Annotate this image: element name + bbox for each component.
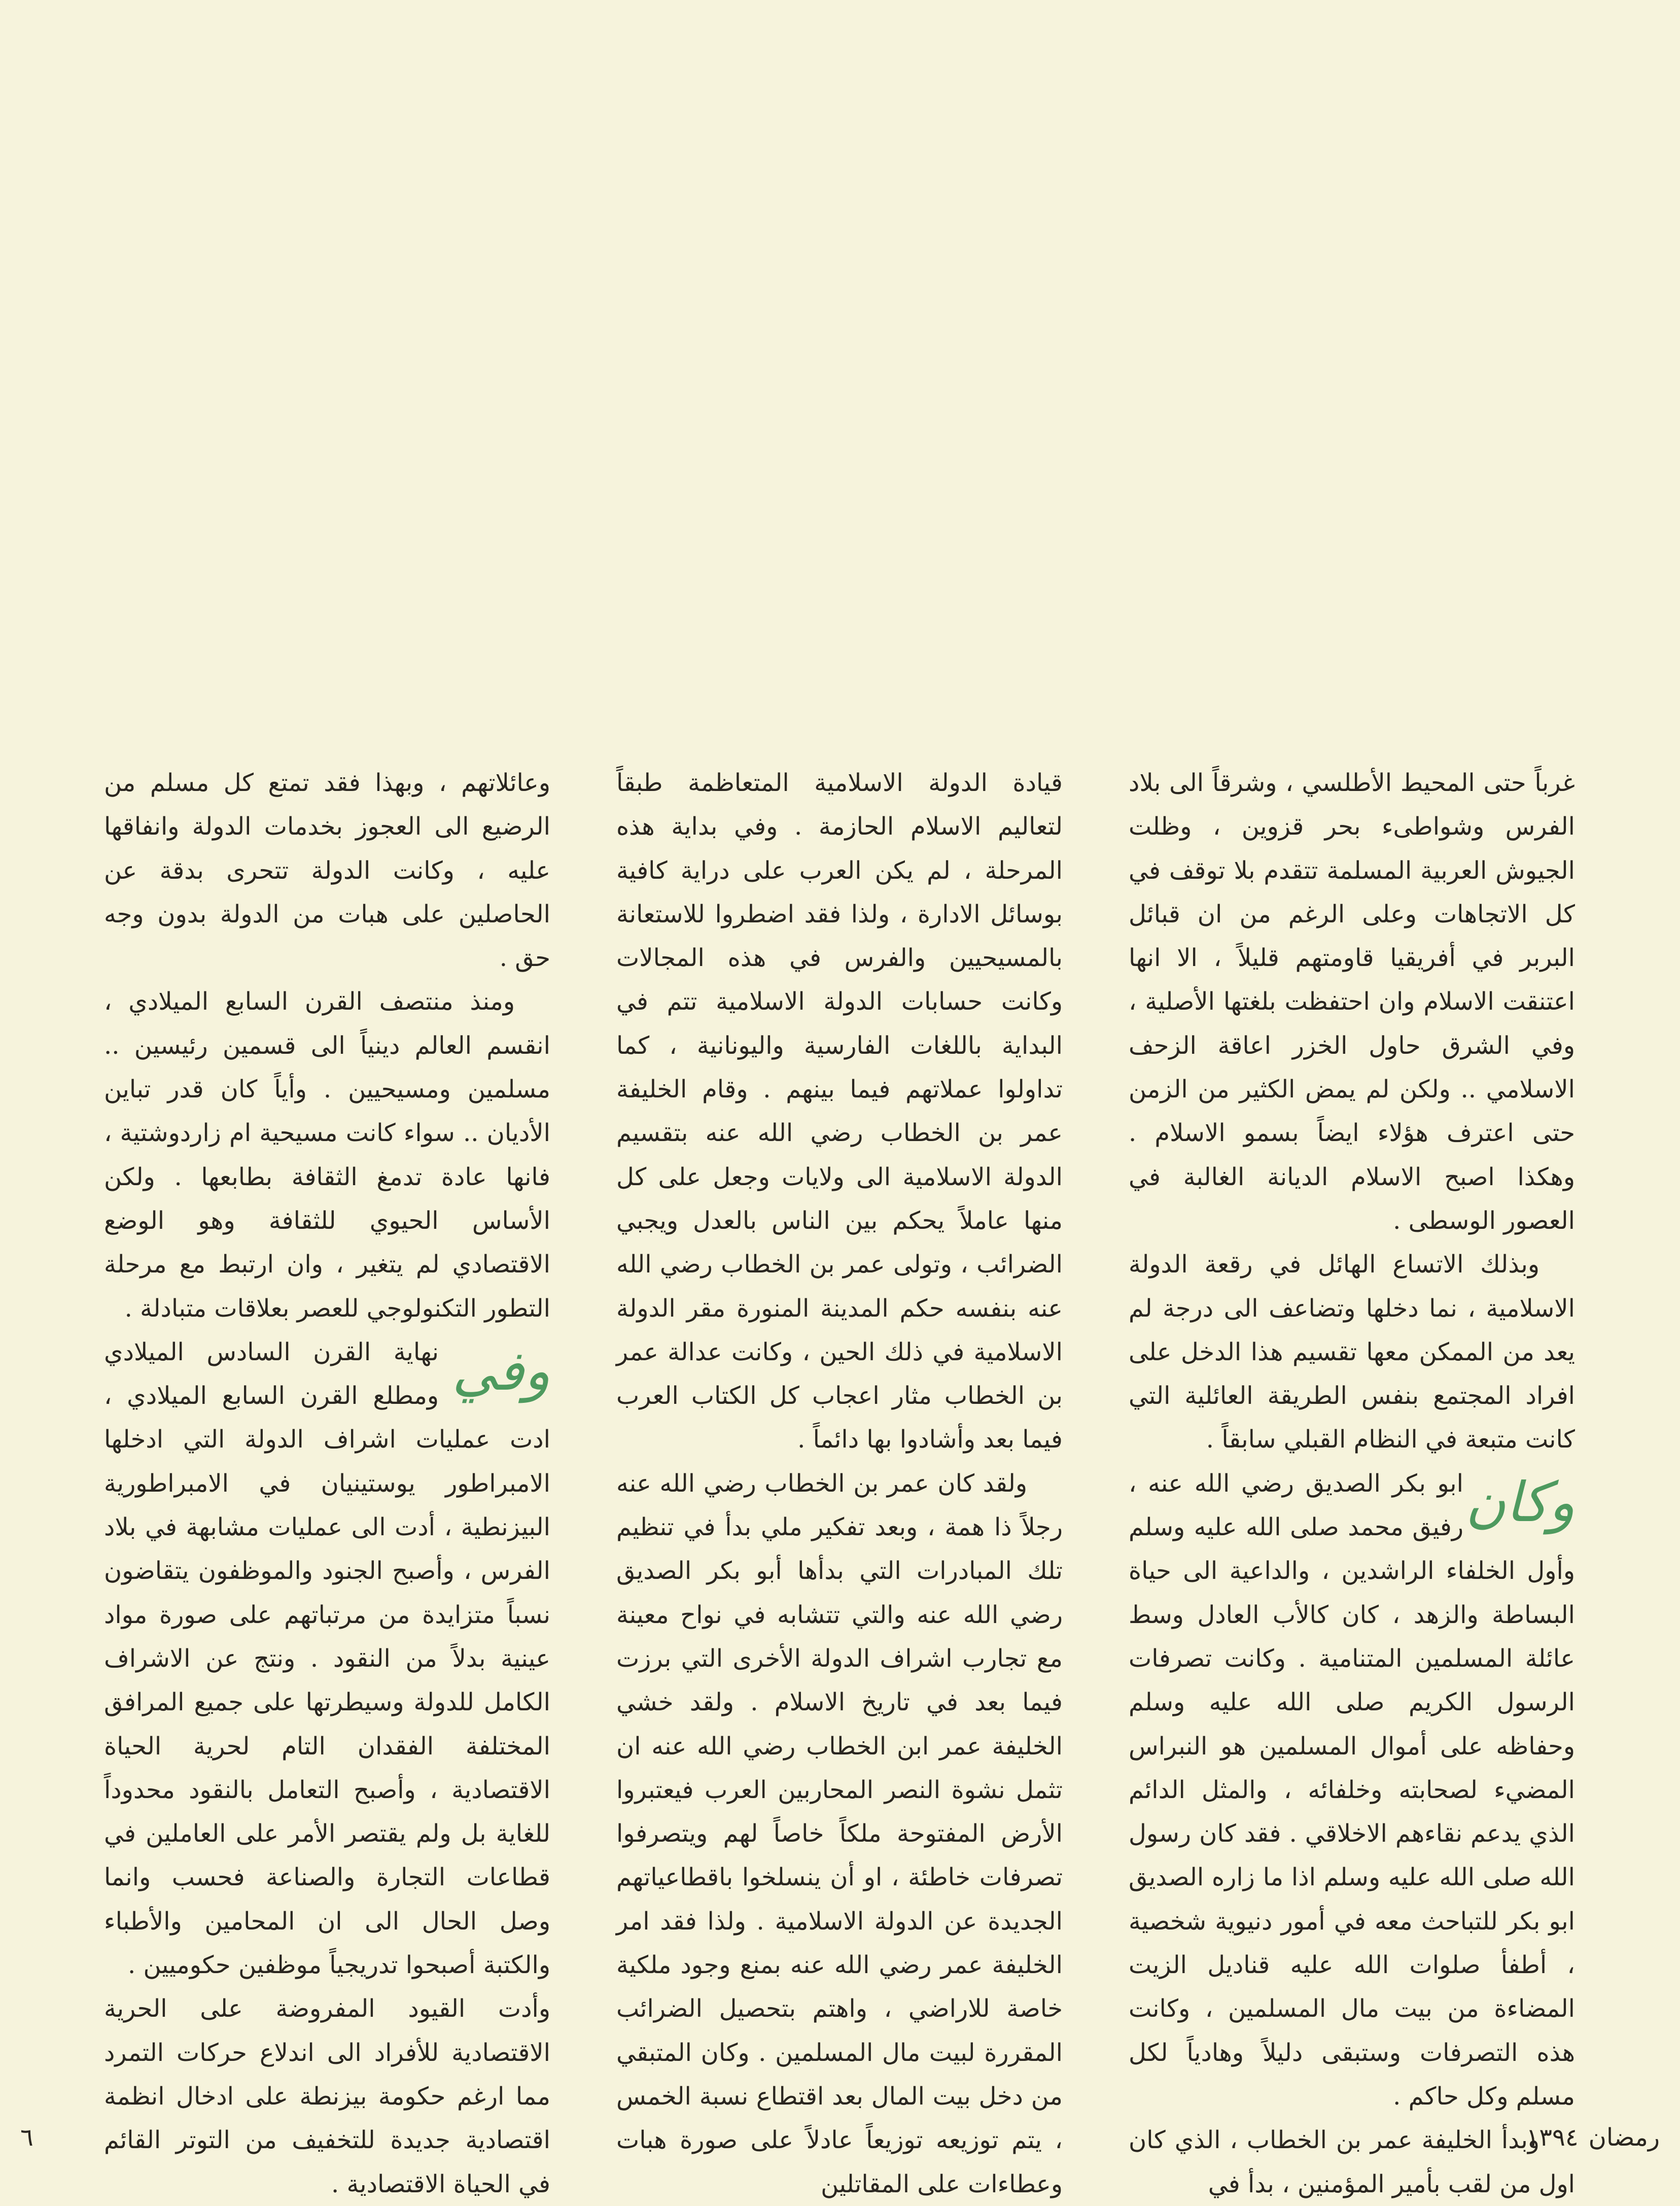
paragraph: قيادة الدولة الاسلامية المتعاظمة طبقاً لتعاليم الاسلام الحازمة . وفي بداية هذه المرحلة ، لم يكن العرب على دراية كافية بوسائل الادارة ، ولذا فقد اضطروا للاستعانة بالمسيحيين والفرس في هذه المجالات وكانت حسابات الدولة الاسلامية تتم في البداية باللغات الفارسية واليونانية ، كما تداولوا عملاتهم فيما بينهم . وقام الخليفة عمر بن الخطاب رضي الله عنه بتقسيم الدولة الاسلامية الى ولايات وجعل على كل منها عاملاً يحكم بين الناس بالعدل ويجبي الضرائب ، وتولى عمر بن الخطاب رضي الله عنه بنفسه حكم المدينة المنورة مقر الدولة الاسلامية في ذلك الحين ، وكانت عدالة عمر بن الخطاب مثار اعجاب كل الكتاب العرب فيما بعد وأشادوا بها دائماً . [616,769,1063,1454]
paragraph: نهاية القرن السادس الميلادي ومطلع القرن السابع الميلادي ، ادت عمليات اشراف الدولة التي ادخلها الامبراطور يوستينيان في الامبراطورية البيزنطية ، أدت الى عمليات مشابهة في بلاد الفرس ، وأصبح الجنود والموظفون يتقاضون نسباً متزايدة من مرتباتهم على صورة مواد عينية بدلاً من النقود . ونتج عن الاشراف الكامل للدولة وسيطرتها على جميع المرافق المختلفة الفقدان التام لحرية الحياة الاقتصادية ، وأصبح التعامل بالنقود محدوداً للغاية بل ولم يقتصر الأمر على العاملين في قطاعات التجارة والصناعة فحسب وانما وصل الحال الى ان المحامين والأطباء والكتبة أصبحوا تدريجياً موظفين حكوميين . [104,1337,551,1980]
paragraph: ولقد كان عمر بن الخطاب رضي الله عنه رجلاً ذا همة ، وبعد تفكير ملي بدأ في تنظيم تلك المبادرات التي بدأها أبو بكر الصديق رضي الله عنه والتي تتشابه في نواح معينة مع تجارب اشراف الدولة الأخرى التي برزت فيما بعد في تاريخ الاسلام . ولقد خشي الخليفة عمر ابن الخطاب رضي الله عنه ان تثمل نشوة النصر المحاربين العرب فيعتبروا الأرض المفتوحة ملكاً خاصاً لهم ويتصرفوا تصرفات خاطئة ، او أن ينسلخوا باقطاعياتهم الجديدة عن الدولة الاسلامية . ولذا فقد امر الخليفة عمر رضي الله عنه بمنع وجود ملكية خاصة للاراضي ، واهتم بتحصيل الضرائب المقررة لبيت مال المسلمين . وكان المتبقي من دخل بيت المال بعد اقتطاع نسبة الخمس ، يتم توزيعه توزيعاً عادلاً على صورة هبات وعطاءات على المقاتلين [616,1469,1063,2198]
decorative-initial: وفي [452,1339,550,1403]
column-middle [616,761,1063,2198]
issue-date [1516,2123,1660,2152]
paragraph: وبدأ الخليفة عمر بن الخطاب ، الذي كان اول من لقب بأمير المؤمنين ، بدأ في [1129,2126,1575,2198]
paragraph: ومنذ منتصف القرن السابع الميلادي ، انقسم العالم دينياً الى قسمين رئيسين .. مسلمين ومسيحيين . وأياً كان قدر تباين الأديان .. سواء كانت مسيحية ام زاردوشتية ، فانها عادة تدمغ الثقافة بطابعها . ولكن الأساس الحيوي للثقافة وهو الوضع الاقتصادي لم يتغير ، وان ارتبط مع مرحلة التطور التكنولوجي للعصر بعلاقات متبادلة . [104,987,551,1323]
paragraph: غرباً حتى المحيط الأطلسي ، وشرقاً الى بلاد الفرس وشواطىء بحر قزوين ، وظلت الجيوش العربية المسلمة تتقدم بلا توقف في كل الاتجاهات وعلى الرغم من ان قبائل البربر في أفريقيا قاومتهم قليلاً ، الا انها اعتنقت الاسلام وان احتفظت بلغتها الأصلية ، وفي الشرق حاول الخزر اعاقة الزحف الاسلامي .. ولكن لم يمض الكثير من الزمن حتى اعترف هؤلاء ايضاً بسمو الاسلام . وهكذا اصبح الاسلام الديانة الغالبة في العصور الوسطى . [1129,769,1576,1235]
column-left [104,761,551,2198]
paragraph: ابو بكر الصديق رضي الله عنه ، رفيق محمد صلى الله عليه وسلم وأول الخلفاء الراشدين ، والداعية الى حياة البساطة والزهد ، كان كالأب العادل وسط عائلة المسلمين المتنامية . وكانت تصرفات الرسول الكريم صلى الله عليه وسلم وحفاظه على أموال المسلمين هو النبراس المضيء لصحابته وخلفائه ، والمثل الدائم الذي يدعم نقاءهم الاخلاقي . فقد كان رسول الله صلى الله عليه وسلم اذا ما زاره الصديق ابو بكر للتباحث معه في أمور دنيوية شخصية ، أطفأ صلوات الله عليه قناديل الزيت المضاءة من بيت مال المسلمين ، وكانت هذه التصرفات وستبقى دليلاً وهادياً لكل مسلم وكل حاكم . [1129,1469,1575,2111]
paragraph: وأدت القيود المفروضة على الحرية الاقتصادية للأفراد الى اندلاع حركات التمرد مما ارغم حكومة بيزنطة على ادخال انظمة اقتصادية جديدة للتخفيف من التوتر القائم في الحياة الاقتصادية . [104,1994,550,2198]
paragraph: وبذلك الاتساع الهائل في رقعة الدولة الاسلامية ، نما دخلها وتضاعف الى درجة لم يعد من الممكن معها تقسيم هذا الدخل على افراد المجتمع بنفس الطريقة العائلية التي كانت متبعة في النظام القبلي سابقاً . [1129,1250,1575,1454]
decorative-initial: وكان [1465,1470,1575,1534]
issue-month: رمضان [1588,2123,1660,2152]
paragraph: وعائلاتهم ، وبهذا فقد تمتع كل مسلم من الرضيع الى العجوز بخدمات الدولة وانفاقها عليه ، وكانت الدولة تتحرى بدقة عن الحاصلين على هبات من الدولة بدون وجه حق . [104,769,550,973]
paragraph-with-dropcap [1129,1462,1575,2118]
page-number: ٦ [20,2123,33,2152]
issue-year: ١٣٩٤ [1526,2123,1579,2152]
paragraph-with-dropcap [104,1330,550,1987]
